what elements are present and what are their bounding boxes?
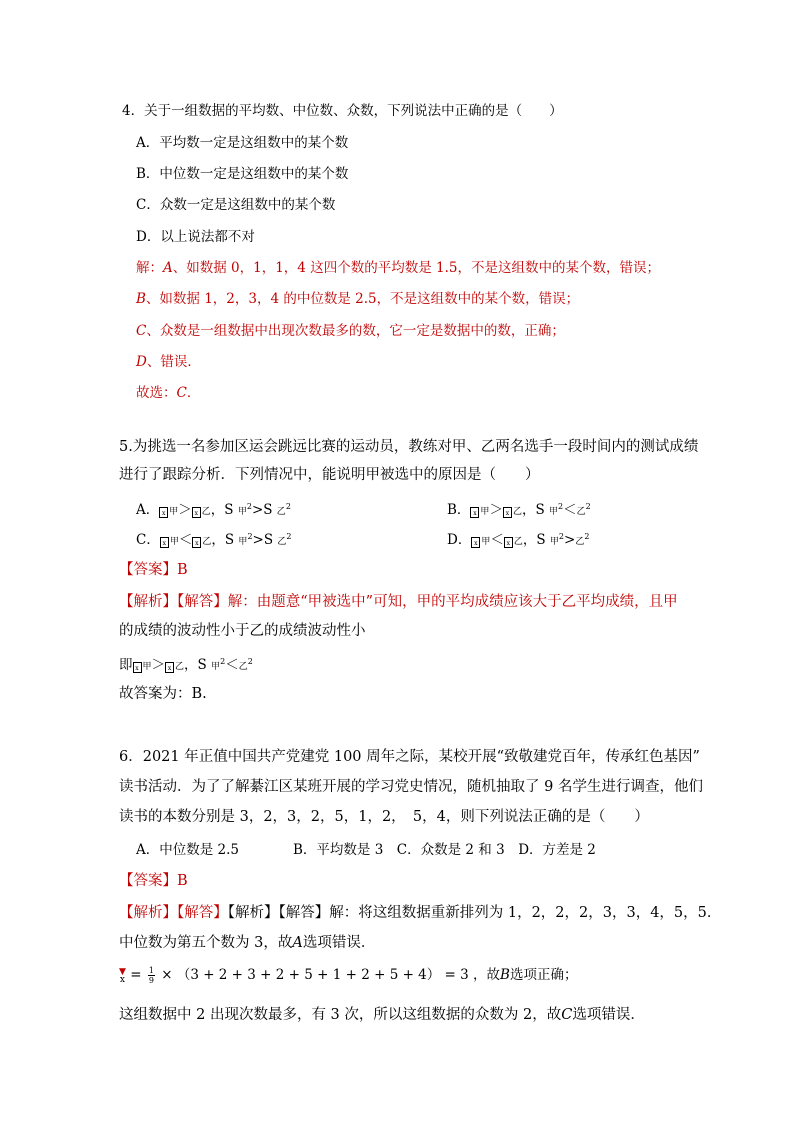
q4-option-c: C．众数一定是这组数中的某个数 (136, 197, 336, 213)
q4-option-a: A．平均数一定是这组数中的某个数 (136, 135, 349, 151)
q4-solution-line3: C、众数是一组数据中出现次数最多的数，它一定是数据中的数，正确； (136, 323, 565, 339)
q6-analysis-line2: 中位数为第五个数为 3，故A选项错误． (119, 935, 376, 951)
q6-answer: 【答案】B (119, 873, 188, 889)
q6-stem-line3: 读书的本数分别是 3，2，3，2，5，1，2， 5，4，则下列说法正确的是（ ） (119, 809, 649, 825)
q4-solution-line1: 解：A、如数据 0，1，1，4 这四个数的平均数是 1.5，不是这组数中的某个数，错误； (136, 260, 660, 276)
q5-option-d: D． x 甲＜ x 乙，S 甲$^2$>乙$^2$ (447, 532, 590, 548)
q4-solution-line2: B、如数据 1，2，3，4 的中位数是 2.5，不是这组数中的某个数，错误； (136, 291, 580, 307)
q5-conclusion: 故答案为：B. (119, 686, 207, 702)
q5-analysis-line3: 即 x 甲＞ x 乙，S 甲$^2$＜乙$^2$ (119, 657, 253, 673)
q6-mean-formula: ▼ x = $\frac{1}{9} \times (3 + 2 + 3 + 2 + 5 + 1 + 2 + 5 + 4) = 3$ ，故B选项正确； (119, 966, 578, 985)
q5-option-c: C． x 甲＜ x 乙，S 甲$^2$>S 乙$^2$ (136, 532, 292, 548)
q4-stem: 4．关于一组数据的平均数、中位数、众数，下列说法中正确的是（ ） (122, 103, 563, 119)
q5-option-a: A． x 甲＞ x 乙，S 甲$^2$>S 乙$^2$ (136, 502, 291, 518)
one-ninth-fraction: $\frac{1}{9}$ (148, 966, 154, 985)
q4-option-d: D．以上说法都不对 (136, 229, 255, 245)
q6-options: A．中位数是 2.5 B．平均数是 3 C．众数是 2 和 3 D．方差是 2 (136, 842, 596, 858)
q4-solution-line5: 故选：C． (136, 385, 201, 401)
q6-stem-line1: 6．2021 年正值中国共产党建党 100 周年之际，某校开展“致敬建党百年，传承红色基因” (119, 749, 700, 765)
q6-analysis-line4: 这组数据中 2 出现次数最多，有 3 次，所以这组数据的众数为 2，故C选项错误． (119, 1007, 645, 1023)
q5-analysis-line1: 【解析】【解答】解：由题意“甲被选中”可知，甲的平均成绩应该大于乙平均成绩，且甲 (119, 594, 678, 610)
xbar-symbol: ▼ x (119, 966, 126, 985)
q6-analysis-line1: 【解析】【解答】【解析】【解答】解：将这组数据重新排列为 1，2，2，2，3，3，4，5，5． (119, 905, 722, 921)
q5-answer: 【答案】B (119, 562, 188, 578)
q5-analysis-line2: 的成绩的波动性小于乙的成绩波动性小 (119, 623, 366, 639)
q4-solution-line4: D、错误． (136, 354, 201, 370)
q5-option-b: B． x 甲＞ x 乙，S 甲$^2$＜乙$^2$ (447, 502, 591, 518)
q5-stem-line1: 5.为挑选一名参加区运会跳远比赛的运动员，教练对甲、乙两名选手一段时间内的测试成绩 (119, 439, 699, 455)
q6-stem-line2: 读书活动．为了了解綦江区某班开展的学习党史情况，随机抽取了 9 名学生进行调查，他们 (119, 779, 703, 795)
q4-option-b: B．中位数一定是这组数中的某个数 (136, 166, 349, 182)
q5-stem-line2: 进行了跟踪分析．下列情况中，能说明甲被选中的原因是（ ） (119, 467, 540, 483)
